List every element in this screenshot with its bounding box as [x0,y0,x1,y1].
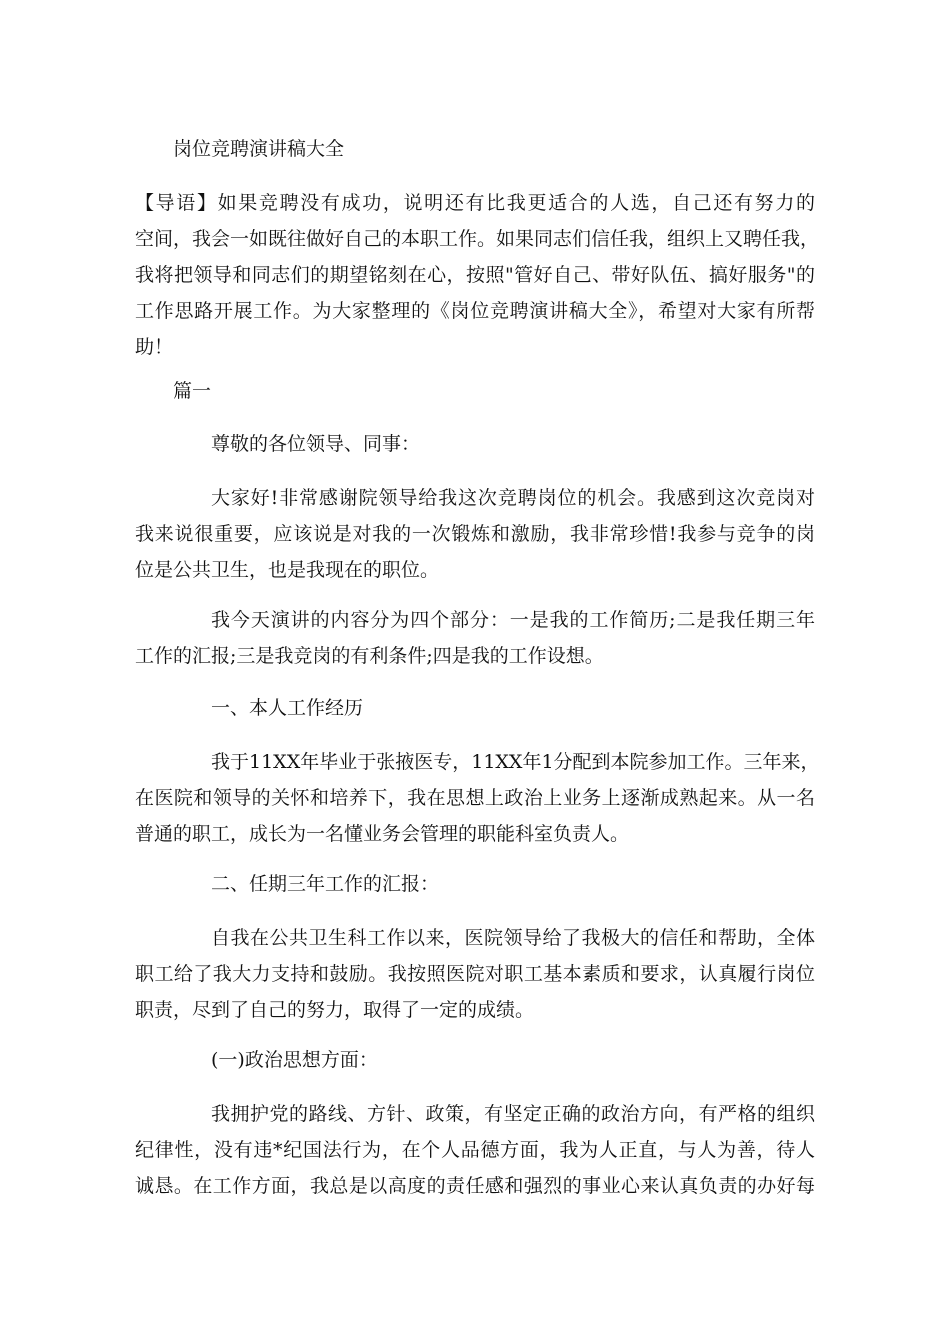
paragraph-line: 纪律性，没有违*纪国法行为，在个人品德方面，我为人正直，与人为善，待人 [135,1139,815,1161]
paragraph-line: 我来说很重要，应该说是对我的一次锻炼和激励，我非常珍惜!我参与竞争的岗 [135,523,815,545]
paragraph-report [135,920,815,1028]
heading-work-experience [135,690,891,726]
paragraph-line: 大家好!非常感谢院领导给我这次竞聘岗位的机会。我感到这次竞岗对 [211,487,815,509]
intro-line: 工作思路开展工作。为大家整理的《岗位竞聘演讲稿大全》，希望对大家有所帮 [135,300,815,322]
document-title [135,131,853,167]
paragraph-outline [135,602,815,674]
intro-line: 助！ [135,336,174,358]
salutation-text: 尊敬的各位领导、同事： [211,433,421,455]
title-text: 岗位竞聘演讲稿大全 [173,138,345,160]
heading-text: (一)政治思想方面： [211,1049,378,1071]
paragraph-line: 我于11XX年毕业于张掖医专，11XX年1分配到本院参加工作。三年来， [211,751,820,773]
section-label-text: 篇一 [173,380,212,402]
intro-line: 空间，我会一如既往做好自己的本职工作。如果同志们信任我，组织上又聘任我， [135,228,820,250]
intro-line: 我将把领导和同志们的期望铭刻在心，按照"管好自己、带好队伍、搞好服务"的 [135,264,815,286]
heading-text: 二、任期三年工作的汇报： [211,873,440,895]
paragraph-line: 职责，尽到了自己的努力，取得了一定的成绩。 [135,999,535,1021]
heading-political [135,1042,891,1078]
paragraph-experience [135,744,820,852]
paragraph-line: 我今天演讲的内容分为四个部分：一是我的工作简历;二是我任期三年 [211,609,815,631]
paragraph-line: 在医院和领导的关怀和培养下，我在思想上政治上业务上逐渐成熟起来。从一名 [135,787,815,809]
paragraph-greeting [135,480,815,588]
paragraph-line: 自我在公共卫生科工作以来，医院领导给了我极大的信任和帮助，全体 [211,927,815,949]
section-label [135,373,853,409]
paragraph-line: 诚恳。在工作方面，我总是以高度的责任感和强烈的事业心来认真负责的办好每 [135,1175,815,1197]
paragraph-line: 职工给了我大力支持和鼓励。我按照医院对职工基本素质和要求，认真履行岗位 [135,963,815,985]
heading-report [135,866,891,902]
paragraph-line: 工作的汇报;三是我竞岗的有利条件;四是我的工作设想。 [135,645,604,667]
paragraph-political [135,1096,815,1204]
heading-text: 一、本人工作经历 [211,697,364,719]
paragraph-line: 普通的职工，成长为一名懂业务会管理的职能科室负责人。 [135,823,630,845]
intro-line: 【导语】如果竞聘没有成功，说明还有比我更适合的人选，自己还有努力的 [135,192,815,214]
paragraph-line: 我拥护党的路线、方针、政策，有坚定正确的政治方向，有严格的组织 [211,1103,815,1125]
intro-paragraph [135,185,820,365]
paragraph-line: 位是公共卫生，也是我现在的职位。 [135,559,440,581]
salutation [135,426,891,462]
